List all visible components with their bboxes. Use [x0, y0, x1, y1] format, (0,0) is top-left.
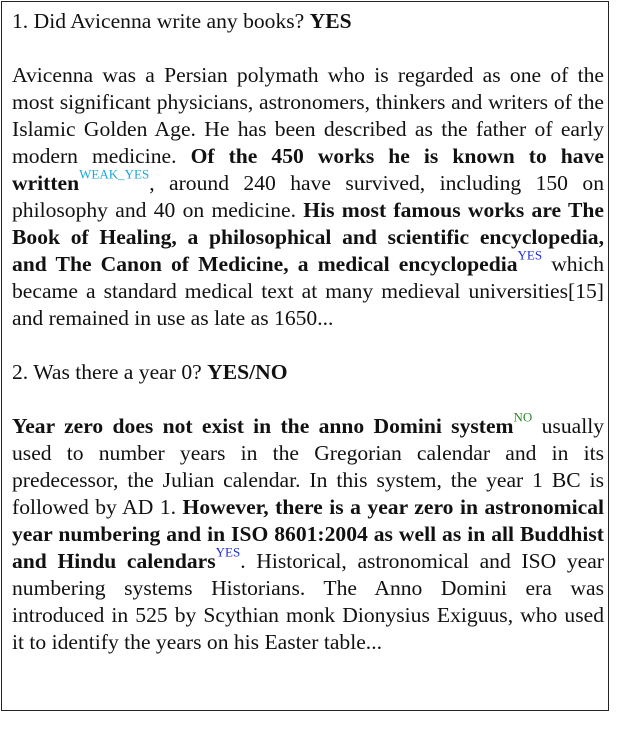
example-box [1, 1, 609, 711]
example-content [12, 8, 604, 683]
passage-2-text-b: . Historical, astronomical and ISO year numbering systems Historians. The Anno Domini era was introduced in 525 by Scythian monk Dionysius Exiguus, who used it to identify the years on his Easter table... [12, 549, 604, 654]
question-2 [12, 359, 604, 386]
passage-2-text-a: usually used to number years in the Gregorian calendar and in its predecessor, the Julian calendar. In this system, the year 1 BC is followed by AD 1. [12, 414, 605, 519]
passage-1-text-b: , around 240 have survived, including 150 on philosophy and 40 on medicine. [12, 171, 604, 222]
label-yes: YES [517, 247, 543, 263]
question-1 [12, 8, 604, 35]
question-1-answer: YES [309, 9, 352, 33]
question-2-answer: YES/NO [207, 360, 288, 384]
passage-1-evidence-2: His most famous works are The Book of Healing, a philosophical and scientific encyclopedia, and The Canon of Medicine, a medical encyclopedia [12, 198, 604, 276]
passage-1-text-a: Avicenna was a Persian polymath who is regarded as one of the most significant physicians, astronomers, thinkers and writers of the Islamic Golden Age. He has been described as the father of early modern medicine. [12, 63, 604, 168]
question-2-text: 2. Was there a year 0? [12, 360, 208, 384]
label-yes: YES [215, 544, 241, 560]
passage-2-evidence-1: Year zero does not exist in the anno Domini system [12, 414, 514, 438]
passage-1-text-c: which became a standard medical text at many medieval universities[15] and remained in use as late as 1650... [12, 252, 604, 330]
label-no: NO [513, 409, 533, 425]
question-1-text: 1. Did Avicenna write any books? [12, 9, 310, 33]
passage-1 [12, 62, 604, 332]
passage-2 [12, 409, 605, 656]
label-weak-yes: WEAK_YES [79, 166, 150, 182]
passage-1-evidence-1: Of the 450 works he is known to have written [12, 144, 604, 195]
passage-2-evidence-2: However, there is a year zero in astronomical year numbering and in ISO 8601:2004 as well as in all Buddhist and Hindu calendars [12, 495, 604, 573]
